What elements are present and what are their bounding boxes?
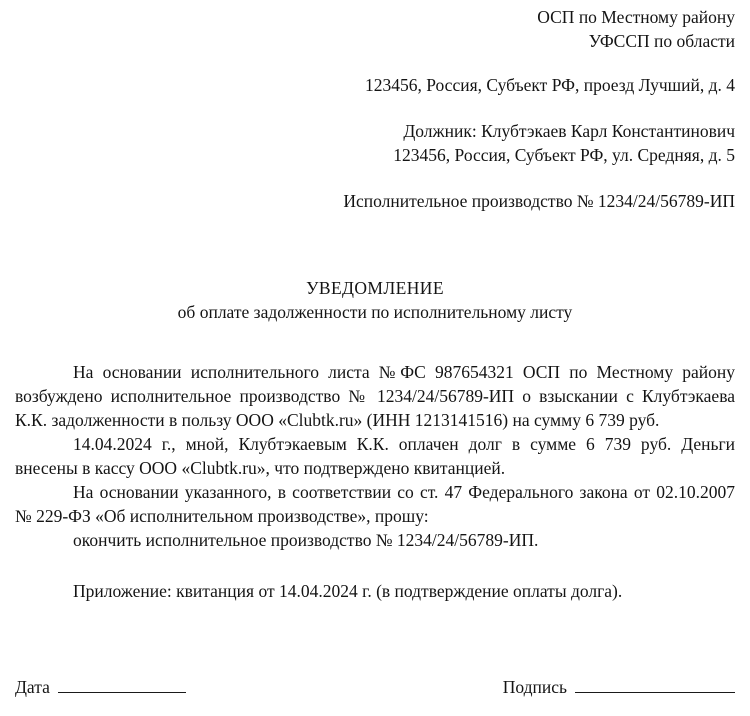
- document-title-block: [15, 276, 735, 325]
- page-title: УВЕДОМЛЕНИЕ: [306, 277, 444, 298]
- signature-field[interactable]: [503, 677, 735, 698]
- request-line: окончить исполнительное производство № 1234/24/56789-ИП.: [73, 529, 539, 550]
- signature-label: Подпись: [502, 677, 567, 697]
- case-number-block: [15, 167, 735, 214]
- attachment-line: Приложение: квитанция от 14.04.2024 г. (в подтверждение оплаты долга).: [73, 580, 623, 601]
- recipient-address-block: [15, 53, 735, 98]
- date-label: Дата: [15, 677, 50, 697]
- recipient-address-line: 123456, Россия, Субъект РФ, проезд Лучший, д. 4: [364, 75, 735, 96]
- signature-input-rule[interactable]: [575, 692, 735, 693]
- signature-footer: [0, 677, 750, 698]
- recipient-office-line: ОСП по Местному району: [537, 7, 735, 27]
- body-paragraph-3: На основании указанного, в соответствии со ст. 47 Федерального закона от 02.10.2007 № 229-ФЗ «Об исполнительном производстве», прошу:: [15, 481, 735, 526]
- debtor-name-line: Должник: Клубтэкаев Карл Константинович: [403, 120, 735, 141]
- date-input-rule[interactable]: [58, 692, 186, 693]
- debtor-address-line: 123456, Россия, Субъект РФ, ул. Средняя, д. 5: [393, 144, 735, 165]
- date-field[interactable]: [15, 677, 186, 698]
- debtor-block: [15, 98, 735, 167]
- case-number-line: Исполнительное производство № 1234/24/56789-ИП: [343, 191, 735, 212]
- body-paragraph-1: На основании исполнительного листа №ФС 987654321 ОСП по Местному району возбуждено исполнительное производство № 1234/24/56789-ИП о взыскании с Клубтэкаева К.К. задолженности в пользу ООО «Clubtk.ru» (ИНН 1213141516) на сумму 6 739 руб.: [15, 361, 735, 430]
- recipient-department-line: УФССП по области: [588, 30, 735, 51]
- body-paragraph-2: 14.04.2024 г., мной, Клубтэкаевым К.К. оплачен долг в сумме 6 739 руб. Деньги внесены в кассу ООО «Clubtk.ru», что подтверждено квитанцией.: [15, 433, 735, 478]
- recipient-block: [15, 0, 735, 53]
- document-body: [15, 361, 735, 604]
- page-subtitle: об оплате задолженности по исполнительному листу: [177, 302, 573, 323]
